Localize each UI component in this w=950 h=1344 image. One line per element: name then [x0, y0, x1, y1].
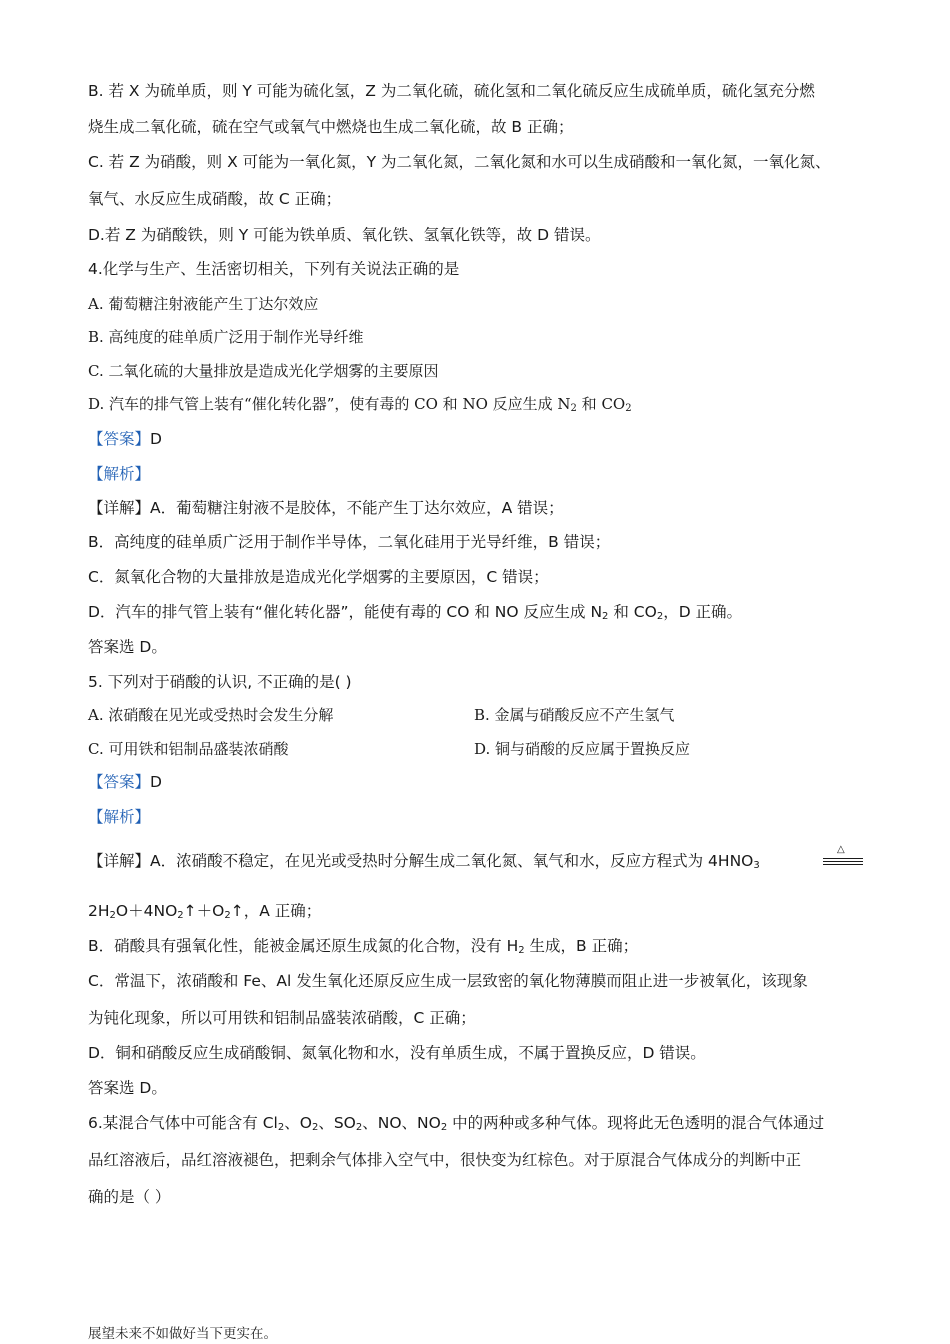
q5-option-a: A. 浓硝酸在见光或受热时会发生分解 [88, 706, 334, 724]
text-line: 氧气、水反应生成硝酸，故 C 正确； [88, 190, 342, 208]
q4-detail-a: 【详解】A．葡萄糖注射液不是胶体，不能产生丁达尔效应，A 错误； [88, 499, 564, 517]
q5-detail-d: D．铜和硝酸反应生成硝酸铜、氮氧化物和水，没有单质生成，不属于置换反应，D 错误。 [88, 1044, 706, 1062]
text-line: D.若 Z 为硝酸铁，则 Y 可能为铁单质、氧化铁、氢氧化铁等，故 D 错误。 [88, 226, 601, 244]
q5-detail-a: 【详解】A．浓硝酸不稳定，在见光或受热时分解生成二氧化氮、氧气和水，反应方程式为 $4HNO_3$ [88, 852, 760, 871]
q4-option-d: D. 汽车的排气管上装有“催化转化器”，使有毒的 CO 和 NO 反应生成 $N_2$ 和 $CO_2$ [88, 395, 632, 414]
q4-answer: 【答案】D [88, 430, 162, 448]
q4-option-a: A. 葡萄糖注射液能产生丁达尔效应 [88, 295, 319, 313]
text-line: C. 若 Z 为硝酸，则 X 可能为一氧化氮，Y 为二氧化氮，二氧化氮和水可以生成硝酸和一氧化氮，一氧化氮、 [88, 153, 831, 171]
q5-conclusion: 答案选 D。 [88, 1079, 167, 1097]
equation-heating-sign [823, 845, 863, 869]
answer-tag: 【答案】 [88, 773, 151, 791]
q4-option-b: B. 高纯度的硅单质广泛用于制作光导纤维 [88, 328, 364, 346]
text-line: 烧生成二氧化硫，硫在空气或氧气中燃烧也生成二氧化硫，故 B 正确； [88, 118, 574, 136]
q5-detail-b: B．硝酸具有强氧化性，能被金属还原生成氮的化合物，没有 $H_2$ 生成，B 正确； [88, 937, 639, 956]
q4-detail-c: C．氮氧化合物的大量排放是造成光化学烟雾的主要原因，C 错误； [88, 568, 549, 586]
q4-analysis-tag: 【解析】 [88, 465, 151, 483]
q5-option-d: D. 铜与硝酸的反应属于置换反应 [474, 740, 691, 758]
q4-detail-b: B．高纯度的硅单质广泛用于制作半导体，二氧化硅用于光导纤维，B 错误； [88, 533, 611, 551]
q5-equation-products: $2H_2O+4NO_2↑+O_2↑$，A 正确； [88, 902, 322, 921]
q5-option-b: B. 金属与硝酸反应不产生氢气 [474, 706, 675, 724]
q4-conclusion: 答案选 D。 [88, 638, 167, 656]
q5-answer: 【答案】D [88, 773, 162, 791]
answer-tag: 【答案】 [88, 430, 151, 448]
q5-option-c: C. 可用铁和铝制品盛装浓硝酸 [88, 740, 289, 758]
question-6-stem-line3: 确的是（ ） [88, 1188, 171, 1206]
question-6-stem: 6.某混合气体中可能含有 $Cl_2$、$O_2$、$SO_2$、NO、$NO_2$ 中的两种或多种气体。现将此无色透明的混合气体通过 [88, 1114, 825, 1133]
page-footer: 展望未来不如做好当下更实在。 [88, 1326, 277, 1342]
text-line: B. 若 X 为硫单质，则 Y 可能为硫化氢，Z 为二氧化硫，硫化氢和二氧化硫反应生成硫单质，硫化氢充分燃 [88, 82, 815, 100]
q5-analysis-tag: 【解析】 [88, 808, 151, 826]
q4-option-c: C. 二氧化硫的大量排放是造成光化学烟雾的主要原因 [88, 362, 439, 380]
heating-delta-icon: △ [837, 844, 845, 855]
q5-detail-c-cont: 为钝化现象，所以可用铁和铝制品盛装浓硝酸，C 正确； [88, 1009, 476, 1027]
question-4-stem: 4.化学与生产、生活密切相关，下列有关说法正确的是 [88, 260, 460, 278]
question-5-stem: 5. 下列对于硝酸的认识, 不正确的是( ) [88, 673, 352, 691]
question-6-stem-line2: 品红溶液后，品红溶液褪色，把剩余气体排入空气中，很快变为红棕色。对于原混合气体成分的判断中正 [88, 1151, 802, 1169]
q4-detail-d: D．汽车的排气管上装有“催化转化器”，能使有毒的 CO 和 NO 反应生成 $N_2$ 和 $CO_2$，D 正确。 [88, 603, 743, 622]
q5-detail-c: C．常温下，浓硝酸和 Fe、Al 发生氧化还原反应生成一层致密的氧化物薄膜而阻止进一步被氧化，该现象 [88, 972, 808, 990]
